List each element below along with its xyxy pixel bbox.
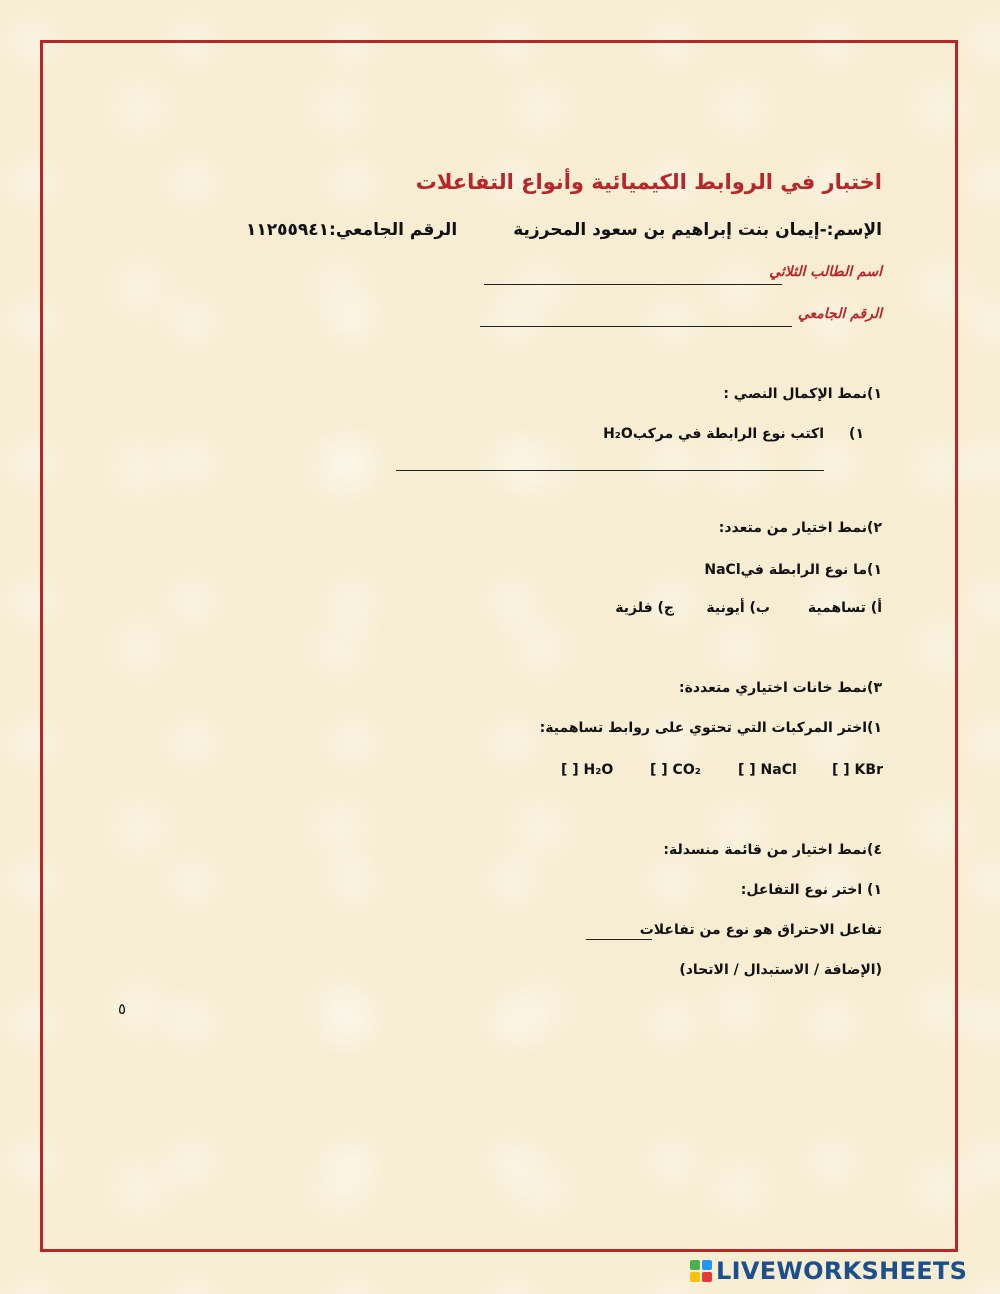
liveworksheets-logo-icon [690, 1260, 712, 1282]
liveworksheets-logo [690, 1256, 967, 1286]
s3-checkbox-h2o[interactable]: [ ] H₂O [561, 762, 614, 778]
page-title: اختبار في الروابط الكيميائية وأنواع التفاعلات [415, 170, 882, 194]
full-name-label: اسم الطالب الثلاثي [769, 264, 882, 280]
s1-question-1 [603, 426, 824, 442]
s1-question-1-number: ١) [849, 426, 864, 442]
full-name-blank[interactable] [484, 284, 782, 285]
s2-question-1-text: ١)ما نوع الرابطة في [740, 562, 882, 578]
section-1-title: ١)نمط الإكمال النصي : [723, 386, 882, 402]
section-3-title: ٣)نمط خانات اختياري متعددة: [678, 680, 882, 696]
section-2-title: ٢)نمط اختيار من متعدد: [718, 520, 882, 536]
nacl-formula: NaCl [704, 562, 741, 578]
s3-checkbox-co2[interactable]: [ ] CO₂ [650, 762, 701, 778]
s4-question-sentence: تفاعل الاحتراق هو نوع من تفاعلات [639, 922, 882, 938]
s1-question-1-text: اكتب نوع الرابطة في مركب [632, 426, 824, 442]
id-blank[interactable] [480, 326, 792, 327]
s3-checkbox-kbr[interactable]: [ ] KBr [832, 762, 883, 778]
s1-answer-blank[interactable] [396, 470, 824, 471]
s4-question-1: ١) اختر نوع التفاعل: [740, 882, 882, 898]
section-4-title: ٤)نمط اختيار من قائمة منسدلة: [663, 842, 882, 858]
s3-question-1: ١)اختر المركبات التي تحتوي على روابط تساهمية: [539, 720, 882, 736]
h2o-formula: H₂O [603, 426, 633, 442]
s2-option-b[interactable]: ب) أيونية [706, 600, 770, 616]
s2-option-c[interactable]: ج) فلزية [615, 600, 674, 616]
s2-option-a[interactable]: أ) تساهمية [807, 600, 882, 616]
logo-text: LIVEWORKSHEETS [716, 1257, 968, 1285]
s2-question-1 [704, 562, 882, 578]
id-label: الرقم الجامعي [797, 306, 882, 322]
s4-dropdown-blank[interactable] [586, 939, 652, 940]
s4-choices: (الإضافة / الاستبدال / الاتحاد) [679, 962, 882, 978]
s3-checkbox-nacl[interactable]: [ ] NaCl [738, 762, 797, 778]
student-name: الإسم:-إيمان بنت إبراهيم بن سعود المحرزية [513, 220, 882, 240]
page-number: ٥ [118, 1000, 127, 1018]
university-id: الرقم الجامعي:١١٢٥٥٩٤١ [246, 220, 458, 240]
